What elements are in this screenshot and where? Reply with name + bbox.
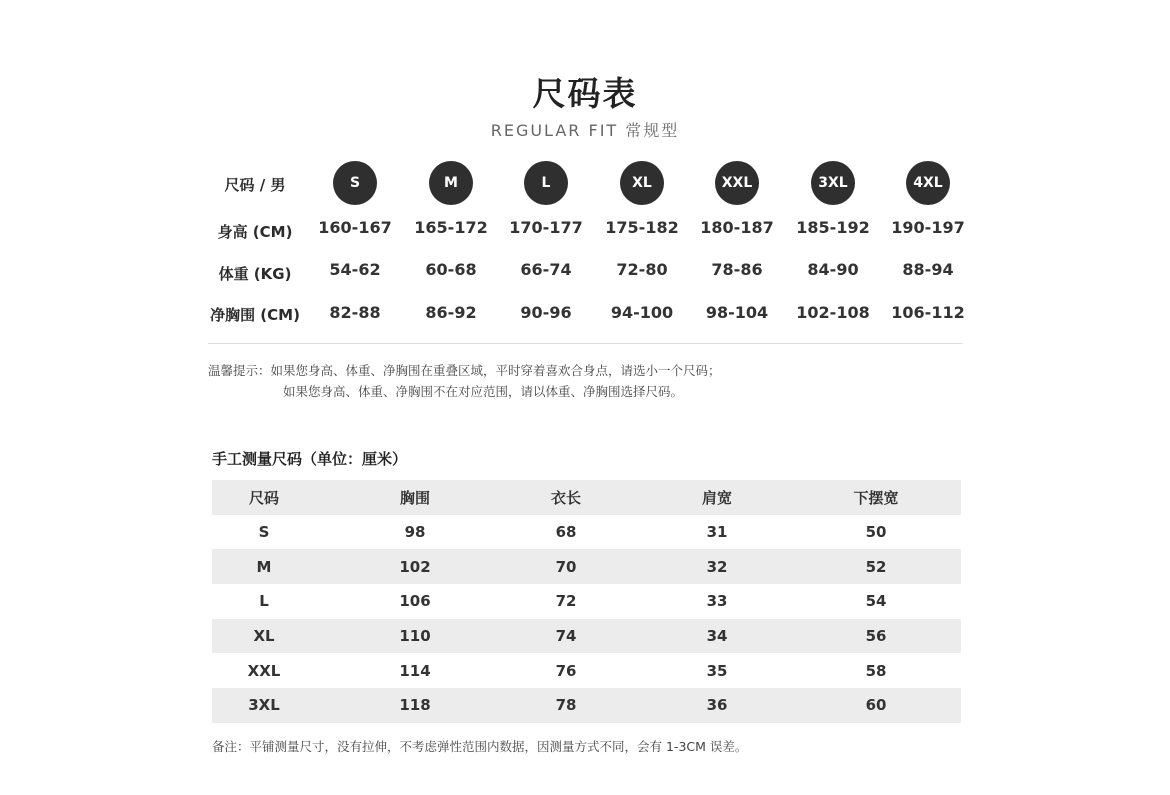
chest-value: 82-88 (329, 303, 381, 322)
footnote: 备注：平铺测量尺寸，没有拉伸，不考虑弹性范围内数据，因测量方式不同，会有 1-3CM 误差。 (212, 739, 748, 754)
height-label: 身高 (CM) (217, 223, 293, 241)
weight-value: 88-94 (902, 260, 954, 279)
table-cell: 78 (555, 696, 577, 715)
height-value: 165-172 (414, 218, 488, 237)
table-cell: 58 (865, 661, 887, 680)
height-value: 190-197 (891, 218, 965, 237)
weight-value: 72-80 (616, 260, 668, 279)
table-cell: 32 (706, 557, 728, 576)
table-cell: 31 (706, 523, 728, 542)
size-badge-l: L (524, 161, 568, 205)
table-cell: 36 (706, 696, 728, 715)
height-value: 160-167 (318, 218, 392, 237)
tip-line-2: 如果您身高、体重、净胸围不在对应范围，请以体重、净胸围选择尺码。 (283, 384, 684, 399)
chest-value: 90-96 (520, 303, 572, 322)
column-header: 下摆宽 (853, 488, 899, 507)
table-row (212, 653, 961, 688)
table-cell: 70 (555, 557, 577, 576)
table-cell: 74 (555, 627, 577, 646)
size-badge-4xl: 4XL (906, 161, 950, 205)
height-value: 170-177 (509, 218, 583, 237)
height-value: 175-182 (605, 218, 679, 237)
table-cell: 72 (555, 592, 577, 611)
table-cell: 110 (399, 627, 431, 646)
column-header: 胸围 (399, 488, 430, 507)
table-cell: 68 (555, 523, 577, 542)
table-cell: 34 (706, 627, 728, 646)
chest-value: 106-112 (891, 303, 965, 322)
weight-value: 54-62 (329, 260, 381, 279)
weight-value: 78-86 (711, 260, 763, 279)
chest-value: 102-108 (796, 303, 870, 322)
table-cell: XL (253, 627, 275, 646)
table-cell: XXL (247, 661, 281, 680)
table-cell: 76 (555, 661, 577, 680)
column-header: 肩宽 (701, 488, 732, 507)
chest-value: 86-92 (425, 303, 477, 322)
chest-value: 94-100 (610, 303, 674, 322)
table-cell: 98 (404, 523, 426, 542)
table-cell: 114 (399, 661, 431, 680)
tip-line-1: 温馨提示：如果您身高、体重、净胸围在重叠区域，平时穿着喜欢合身点，请选小一个尺码； (208, 363, 721, 378)
weight-value: 60-68 (425, 260, 477, 279)
table-cell: 35 (706, 661, 728, 680)
height-value: 185-192 (796, 218, 870, 237)
table-cell: 33 (706, 592, 728, 611)
page-subtitle: REGULAR FIT 常规型 (490, 121, 680, 140)
size-badge-3xl: 3XL (811, 161, 855, 205)
table-cell: 56 (865, 627, 887, 646)
table-cell: S (258, 523, 270, 542)
measure-table (212, 480, 961, 723)
table-cell: 50 (865, 523, 887, 542)
table-cell: 60 (865, 696, 887, 715)
table-row (212, 515, 961, 550)
table-cell: 3XL (248, 696, 280, 715)
weight-label: 体重 (KG) (218, 265, 292, 283)
size-badge-s: S (333, 161, 377, 205)
weight-value: 66-74 (520, 260, 572, 279)
table-row (212, 619, 961, 654)
size-badge-xl: XL (620, 161, 664, 205)
table-row (212, 688, 961, 723)
measure-table-title: 手工测量尺码（单位：厘米） (212, 450, 408, 468)
chest-label: 净胸围 (CM) (210, 306, 300, 324)
table-cell: L (259, 592, 269, 611)
page-title: 尺码表 (532, 74, 638, 113)
height-value: 180-187 (700, 218, 774, 237)
table-cell: 118 (399, 696, 431, 715)
divider (208, 343, 963, 344)
table-cell: 102 (399, 557, 431, 576)
size-badge-xxl: XXL (715, 161, 759, 205)
table-row (212, 549, 961, 584)
table-header-row (212, 480, 961, 515)
table-cell: 54 (865, 592, 887, 611)
weight-value: 84-90 (807, 260, 859, 279)
table-row (212, 584, 961, 619)
size-badge-m: M (429, 161, 473, 205)
chest-value: 98-104 (705, 303, 769, 322)
column-header: 尺码 (248, 488, 279, 507)
column-header: 衣长 (550, 488, 581, 507)
table-cell: 106 (399, 592, 431, 611)
table-cell: M (256, 557, 272, 576)
size-header-label: 尺码 / 男 (224, 176, 286, 194)
table-cell: 52 (865, 557, 887, 576)
